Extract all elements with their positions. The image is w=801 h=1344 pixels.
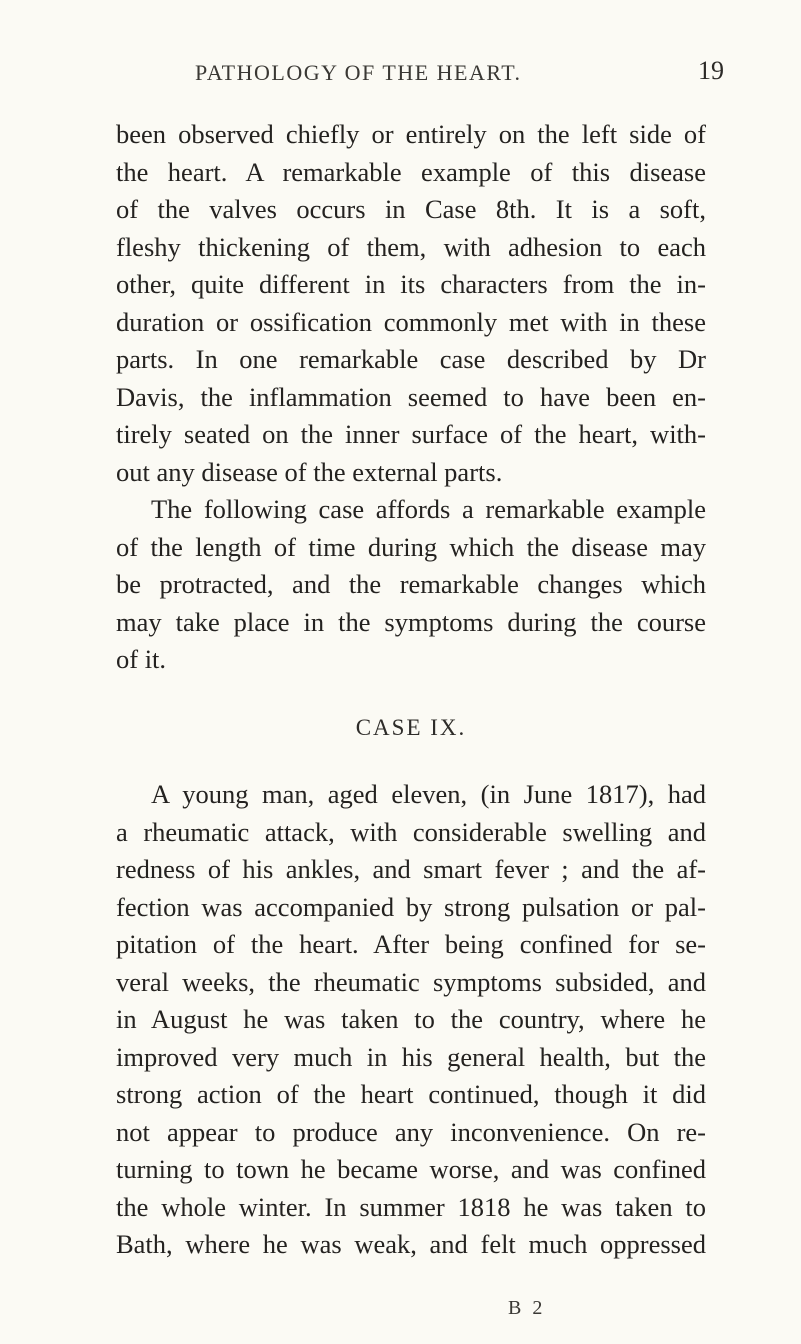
text-line: in August he was taken to the country, where he: [116, 1004, 706, 1034]
text-line: may take place in the symptoms during the course: [116, 606, 706, 637]
paragraph-following-case: [116, 491, 706, 679]
text-line: the heart. A remarkable example of this disease: [116, 156, 706, 187]
text-line: fleshy thickening of them, with adhesion to each: [116, 231, 706, 262]
text-line: of it.: [116, 644, 167, 674]
text-line: of the valves occurs in Case 8th. It is a soft,: [116, 194, 706, 224]
text-line: a rheumatic attack, with considerable swelling and: [116, 816, 706, 847]
text-line: The following case affords a remarkable example: [151, 494, 706, 524]
signature-mark: B 2: [508, 1297, 546, 1319]
text-line: other, quite different in its characters from the in-: [116, 269, 706, 299]
body-text: [116, 116, 706, 1264]
text-line: of the length of time during which the disease may: [116, 531, 706, 562]
text-line: improved very much in his general health, but the: [116, 1041, 706, 1072]
text-line: been observed chiefly or entirely on the left side of: [116, 119, 706, 149]
text-line: A young man, aged eleven, (in June 1817), had: [151, 779, 706, 809]
paragraph-continuation: [116, 116, 706, 491]
text-line: tirely seated on the inner surface of the heart, with-: [116, 419, 706, 449]
text-line: Bath, where he was weak, and felt much oppressed: [116, 1229, 706, 1259]
text-line: strong action of the heart continued, though it did: [116, 1079, 706, 1109]
text-line: not appear to produce any inconvenience. On re-: [116, 1116, 706, 1147]
text-line: turning to town he became worse, and was confined: [116, 1154, 706, 1184]
text-line: fection was accompanied by strong pulsation or pal-: [116, 891, 706, 922]
text-line: the whole winter. In summer 1818 he was taken to: [116, 1191, 706, 1222]
text-line: out any disease of the external parts.: [116, 456, 503, 487]
text-line: pitation of the heart. After being confined for se-: [116, 929, 706, 959]
text-line: parts. In one remarkable case described by Dr: [116, 344, 706, 374]
text-line: veral weeks, the rheumatic symptoms subsided, and: [116, 966, 706, 997]
running-title: PATHOLOGY OF THE HEART.: [195, 60, 522, 85]
paragraph-case-ix: [116, 776, 706, 1264]
text-line: Davis, the inflammation seemed to have been en-: [116, 381, 706, 412]
case-heading: CASE IX.: [355, 714, 467, 740]
page-number: 19: [698, 56, 724, 85]
text-line: be protracted, and the remarkable changes which: [116, 569, 706, 599]
text-line: duration or ossification commonly met with in these: [116, 306, 706, 337]
text-line: redness of his ankles, and smart fever ; and the af-: [116, 854, 706, 884]
